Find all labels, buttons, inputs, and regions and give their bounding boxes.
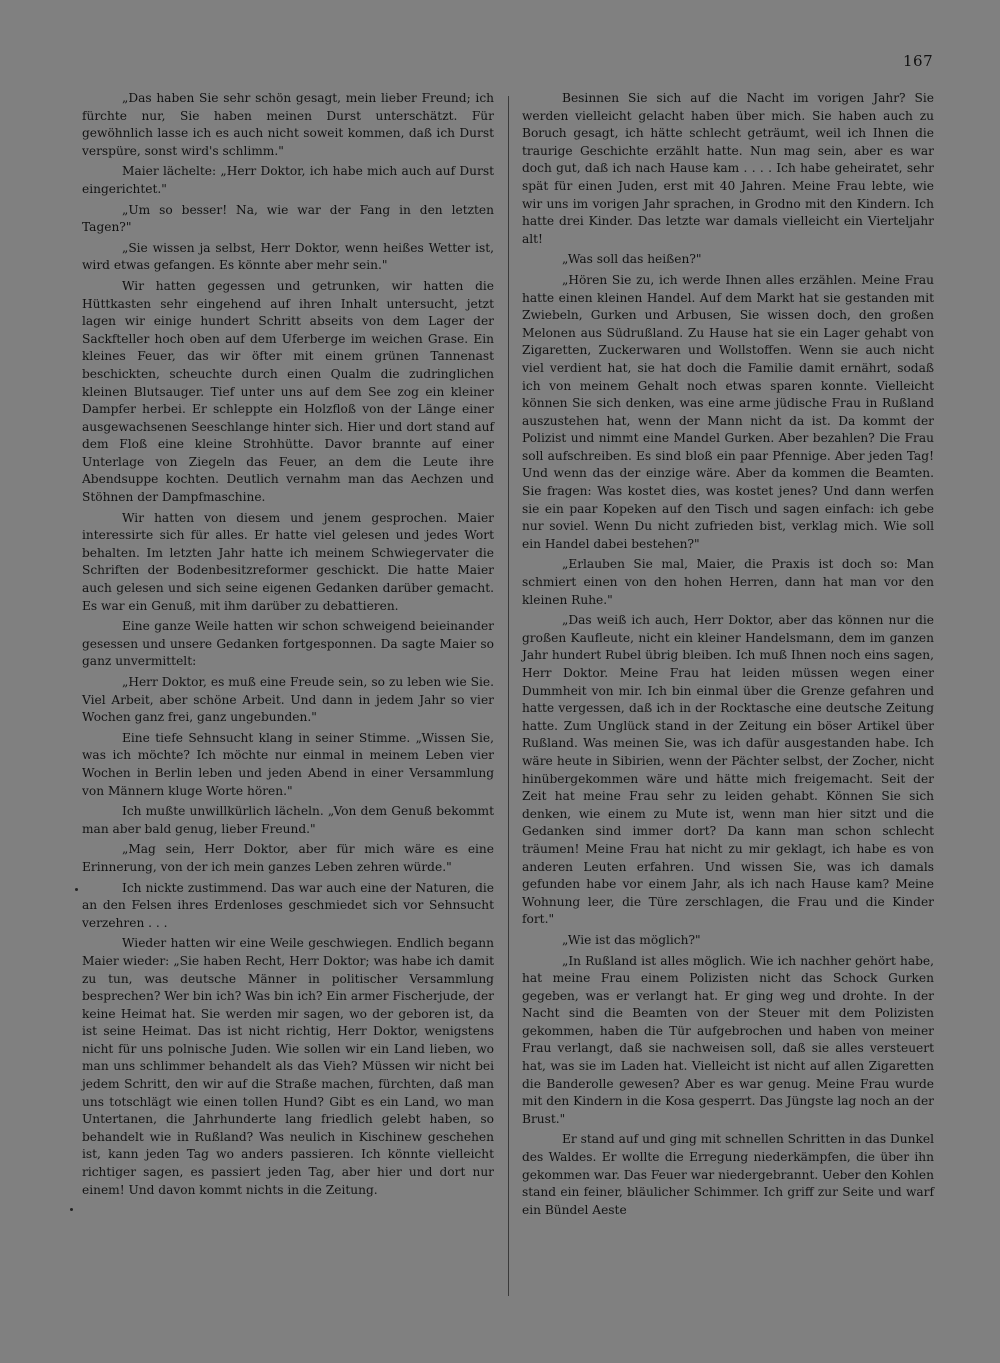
paragraph: „Mag sein, Herr Doktor, aber für mich wäre es eine Erinnerung, von der ich mein ganzes Leben zehren würde." — [82, 842, 494, 874]
column-rule — [508, 96, 509, 1296]
paragraph: „Wie ist das möglich?" — [562, 932, 701, 947]
page-number: 167 — [903, 52, 934, 70]
paragraph: Wieder hatten wir eine Weile geschwiegen. Endlich begann Maier wieder: „Sie haben Recht, Herr Doktor; was habe ich damit zu tun, was deutsche Männer in politischer Versammlung besprechen? Wer bin ich? Was bin ich? Ein armer Fischerjude, der keine Heimat hat. Sie werden mir sagen, wo der geboren ist, da ist seine Heimat. Das ist nicht richtig, Herr Doktor, wenigstens nicht für uns polnische Juden. Wie sollen wir ein Land lieben, wo man uns schlimmer behandelt als das Vieh? Müssen wir nicht bei jedem Schritt, den wir auf die Straße machen, fürchten, daß man uns totschlägt wie einen tollen Hund? Gibt es ein Land, wo man Untertanen, die Jahrhunderte lang friedlich gelebt haben, so behandelt wie in Rußland? Was neulich in Kischinew geschehen ist, kann jeden Tag wo anders passieren. Ich könnte vielleicht richtiger sagen, es passiert jeden Tag, aber hier und dort nur einem! Und davon kommt nichts in die Zeitung. — [82, 936, 494, 1197]
right-column — [522, 90, 934, 1222]
paragraph: „Erlauben Sie mal, Maier, die Praxis ist doch so: Man schmiert einen von den hohen Herren, dann hat man vor den kleinen Ruhe." — [522, 557, 934, 607]
paragraph: „Sie wissen ja selbst, Herr Doktor, wenn heißes Wetter ist, wird etwas gefangen. Es könnte aber mehr sein." — [82, 240, 494, 273]
left-column — [82, 90, 494, 1202]
margin-mark — [70, 1208, 73, 1211]
paragraph: „In Rußland ist alles möglich. Wie ich nachher gehört habe, hat meine Frau einem Polizisten nicht das Schock Gurken gegeben, was er verlangt hat. Er ging weg und drohte. In der Nacht sind die Beamten von der Steuer mit dem Polizisten gekommen, haben die Tür aufgebrochen und haben von meiner Frau verlangt, daß sie nachweisen soll, daß sie alles versteuert hat, was sie im Laden hat. Vielleicht ist nicht auf allen Zigaretten die Banderolle gewesen? Aber es war genug. Meine Frau wurde mit den Kindern in die Kosa gesperrt. Das Jüngste lag noch an der Brust." — [522, 953, 934, 1126]
paragraph: „Hören Sie zu, ich werde Ihnen alles erzählen. Meine Frau hatte einen kleinen Handel. Auf dem Markt hat sie gestanden mit Zwiebeln, Gurken und Arbusen, Sie wissen doch, den großen Melonen aus Südrußland. Zu Hause hat sie ein Lager gehabt von Zigaretten, Zuckerwaren und Wollstoffen. Wenn sie auch nicht viel verdient hat, sie hat doch die Familie damit ernährt, sodaß ich von meinem Gehalt noch etwas sparen konnte. Vielleicht können Sie sich denken, was eine arme jüdische Frau in Rußland auszustehen hat, wenn der Mann nicht da ist. Da kommt der Polizist und nimmt eine Mandel Gurken. Aber bezahlen? Die Frau soll aufschreiben. Es sind bloß ein paar Pfennige. Aber jeden Tag! Und wenn das der einzige wäre. Aber da kommen die Beamten. Sie fragen: Was kostet dies, was kostet jenes? Und dann werfen sie ein paar Kopeken auf den Tisch und sagen einfach: ich gebe nur soviel. Wenn Du nicht zufrieden bist, verklag mich. Wie soll ein Handel dabei bestehen?" — [522, 272, 934, 551]
paragraph: Er stand auf und ging mit schnellen Schritten in das Dunkel des Waldes. Er wollte die Erregung niederkämpfen, die über ihn gekommen war. Das Feuer war niedergebrannt. Ueber den Kohlen stand ein feiner, bläulicher Schimmer. Ich griff zur Seite und warf ein Bündel Aeste — [522, 1132, 934, 1217]
paragraph: Ich nickte zustimmend. Das war auch eine der Naturen, die an den Felsen ihres Erdenloses geschmiedet sich vor Sehnsucht verzehren . . . — [82, 880, 494, 930]
paragraph: „Um so besser! Na, wie war der Fang in den letzten Tagen?" — [82, 202, 494, 235]
paragraph: Wir hatten von diesem und jenem gesprochen. Maier interessirte sich für alles. Er hatte viel gelesen und jedes Wort behalten. Im letzten Jahr hatte ich meinem Schwiegervater die Schriften der Bodenbesitzreformer geschickt. Die hatte Maier auch gelesen und sich seine eigenen Gedanken darüber gemacht. Es war ein Genuß, mit ihm darüber zu debattieren. — [82, 510, 494, 613]
paragraph: Eine tiefe Sehnsucht klang in seiner Stimme. „Wissen Sie, was ich möchte? Ich möchte nur einmal in meinem Leben vier Wochen in Berlin leben und jeden Abend in einer Versammlung von Männern kluge Worte hören." — [82, 730, 494, 798]
paragraph: „Das weiß ich auch, Herr Doktor, aber das können nur die großen Kaufleute, nicht ein kleiner Handelsmann, dem im ganzen Jahr hundert Rubel übrig bleiben. Ich muß Ihnen noch eins sagen, Herr Doktor. Meine Frau hat leiden müssen wegen einer Dummheit von mir. Ich bin einmal über die Grenze gefahren und hatte vergessen, daß ich in der Rocktasche eine deutsche Zeitung hatte. Zum Unglück stand in der Zeitung ein böser Artikel über Rußland. Was meinen Sie, was ich dafür ausgestanden habe. Ich wäre heute in Sibirien, wenn der Pächter selbst, der Zocher, nicht hinübergekommen wäre und hätte mich freigemacht. Seit der Zeit hat meine Frau sehr zu leiden gehabt. Können Sie sich denken, wie einem zu Mute ist, wenn man hier sitzt und die Gedanken sind immer dort? Da kann man schon schlecht träumen! Meine Frau hat nicht zu mir geklagt, ich habe es von anderen Leuten erfahren. Und wissen Sie, was ich damals gefunden habe vor einem Jahr, als ich nach Hause kam? Meine Wohnung leer, die Türe zerschlagen, die Frau und die Kinder fort." — [522, 613, 934, 927]
paragraph: „Das haben Sie sehr schön gesagt, mein lieber Freund; ich fürchte nur, Sie haben meinen Durst unterschätzt. Für gewöhnlich lasse ich es auch nicht soweit kommen, daß ich Durst verspüre, sonst wird's schlimm." — [82, 91, 494, 158]
paragraph: Ich mußte unwillkürlich lächeln. „Von dem Genuß bekommt man aber bald genug, lieber Freund." — [82, 804, 494, 836]
margin-mark — [75, 888, 78, 891]
paragraph: Wir hatten gegessen und getrunken, wir hatten die Hüttkasten sehr eingehend auf ihren Inhalt untersucht, jetzt lagen wir einige hundert Schritt abseits von dem Lager der Sackfteller hoch oben auf dem Uferberge im weichen Grase. Ein kleines Feuer, das wir öfter mit einem grünen Tannenast beschickten, scheuchte durch einen Qualm die zudringlichen kleinen Blutsauger. Tief unter uns auf dem See zog ein kleiner Dampfer herbei. Er schleppte ein Holzfloß von der Länge einer ausgewachsenen Seeschlange hinter sich. Hier und dort stand auf dem Floß eine kleine Strohhütte. Davor brannte auf einer Unterlage von Ziegeln das Feuer, an dem die Leute ihre Abendsuppe kochten. Deutlich vernahm man das Aechzen und Stöhnen der Dampfmaschine. — [82, 278, 494, 505]
paragraph: „Herr Doktor, es muß eine Freude sein, so zu leben wie Sie. Viel Arbeit, aber schöne Arbeit. Und dann in jedem Jahr so vier Wochen ganz frei, ganz ungebunden." — [82, 675, 494, 725]
paragraph: Maier lächelte: „Herr Doktor, ich habe mich auch auf Durst eingerichtet." — [82, 164, 494, 196]
paragraph: Eine ganze Weile hatten wir schon schweigend beieinander gesessen und unsere Gedanken fortgesponnen. Da sagte Maier so ganz unvermittelt: — [82, 619, 494, 669]
paragraph: „Was soll das heißen?" — [562, 252, 702, 267]
paragraph: Besinnen Sie sich auf die Nacht im vorigen Jahr? Sie werden vielleicht gelacht haben über mich. Sie haben auch zu Boruch gesagt, ich hätte schlecht geträumt, weil ich Ihnen die traurige Geschichte erzählt hatte. Nun mag sein, aber es war doch gut, daß ich nach Hause kam . . . . Ich habe geheiratet, sehr spät für einen Juden, erst mit 40 Jahren. Meine Frau lebte, wie wir uns im vorigen Jahr sprachen, in Grodno mit den Kindern. Ich hatte drei Kinder. Das letzte war damals vielleicht ein Vierteljahr alt! — [522, 91, 934, 246]
